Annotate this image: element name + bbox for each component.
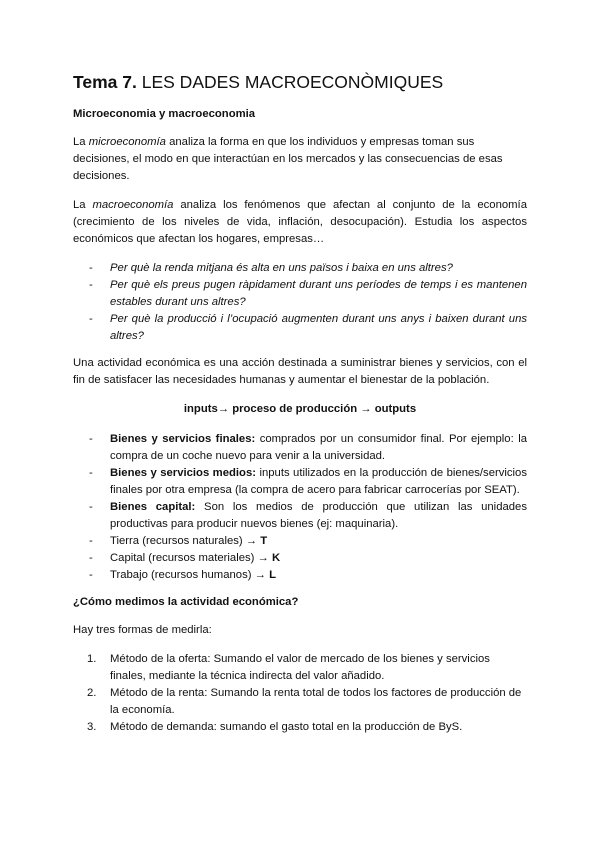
- title-rest: LES DADES MACROECONÒMIQUES: [136, 72, 444, 92]
- list-item: 2. Método de la renta: Sumando la renta total de todos los factores de producción de la economía.: [87, 687, 522, 716]
- goods-list: [73, 431, 527, 584]
- list-item: - Trabajo (recursos humanos) → L: [89, 569, 276, 581]
- questions-list: [73, 260, 527, 345]
- list-item: - Per què els preus pugen ràpidament durant uns períodes de temps i es mantenen estables durant uns altres?: [89, 279, 527, 308]
- section-heading-measure: ¿Cómo medimos la actividad económica?: [73, 596, 299, 608]
- production-flow: inputs→ proceso de producción → outputs: [183, 403, 417, 415]
- list-item: - Per què la renda mitjana és alta en uns països i baixa en uns altres?: [89, 262, 453, 274]
- methods-list: [73, 651, 527, 736]
- macro-paragraph: La macroeconomía analiza los fenómenos que afectan al conjunto de la economía (crecimiento de los niveles de vida, inflación, desocupación). Estudia los aspectos económicos que afectan los hogares, empresas…: [73, 199, 527, 245]
- list-item: 3. Método de demanda: sumando el gasto total en la producción de ByS.: [87, 721, 463, 733]
- activity-paragraph: Una actividad económica es una acción destinada a suministrar bienes y servicios, con el fin de satisfacer las necesidades humanas y aumentar el bienestar de la población.: [73, 357, 527, 386]
- list-item: - Capital (recursos materiales) → K: [89, 552, 281, 564]
- list-item: 1. Método de la oferta: Sumando el valor de mercado de los bienes y servicios finales, mediante la técnica indirecta del valor añadido.: [87, 653, 490, 682]
- list-item: - Bienes y servicios medios: inputs utilizados en la producción de bienes/servicios finales por otra empresa (la compra de acero para fabricar carrocerías por SEAT).: [89, 467, 527, 496]
- micro-paragraph: La microeconomía analiza la forma en que los individuos y empresas toman sus decisiones, el modo en que interactúan en los mercados y las consecuencias de esas decisiones.: [73, 136, 503, 182]
- macro-term: macroeconomía: [92, 199, 174, 211]
- section-heading-micro-macro: Microeconomia y macroeconomia: [73, 108, 256, 120]
- list-item: - Tierra (recursos naturales) → T: [89, 535, 268, 547]
- title-prefix: Tema 7.: [73, 72, 137, 92]
- list-item: - Bienes y servicios finales: comprados por un consumidor final. Por ejemplo: la compra de un coche nuevo para venir a la universidad.: [89, 433, 527, 462]
- list-item: - Bienes capital: Son los medios de producción que utilizan las unidades productivas para producir nuevos bienes (ej: maquinaria).: [89, 501, 527, 530]
- list-item: - Per què la producció i l’ocupació augmenten durant uns anys i baixen durant uns altres?: [89, 313, 527, 342]
- page-title: [73, 70, 527, 94]
- measure-intro: Hay tres formas de medirla:: [73, 624, 212, 636]
- micro-term: microeconomía: [88, 136, 166, 148]
